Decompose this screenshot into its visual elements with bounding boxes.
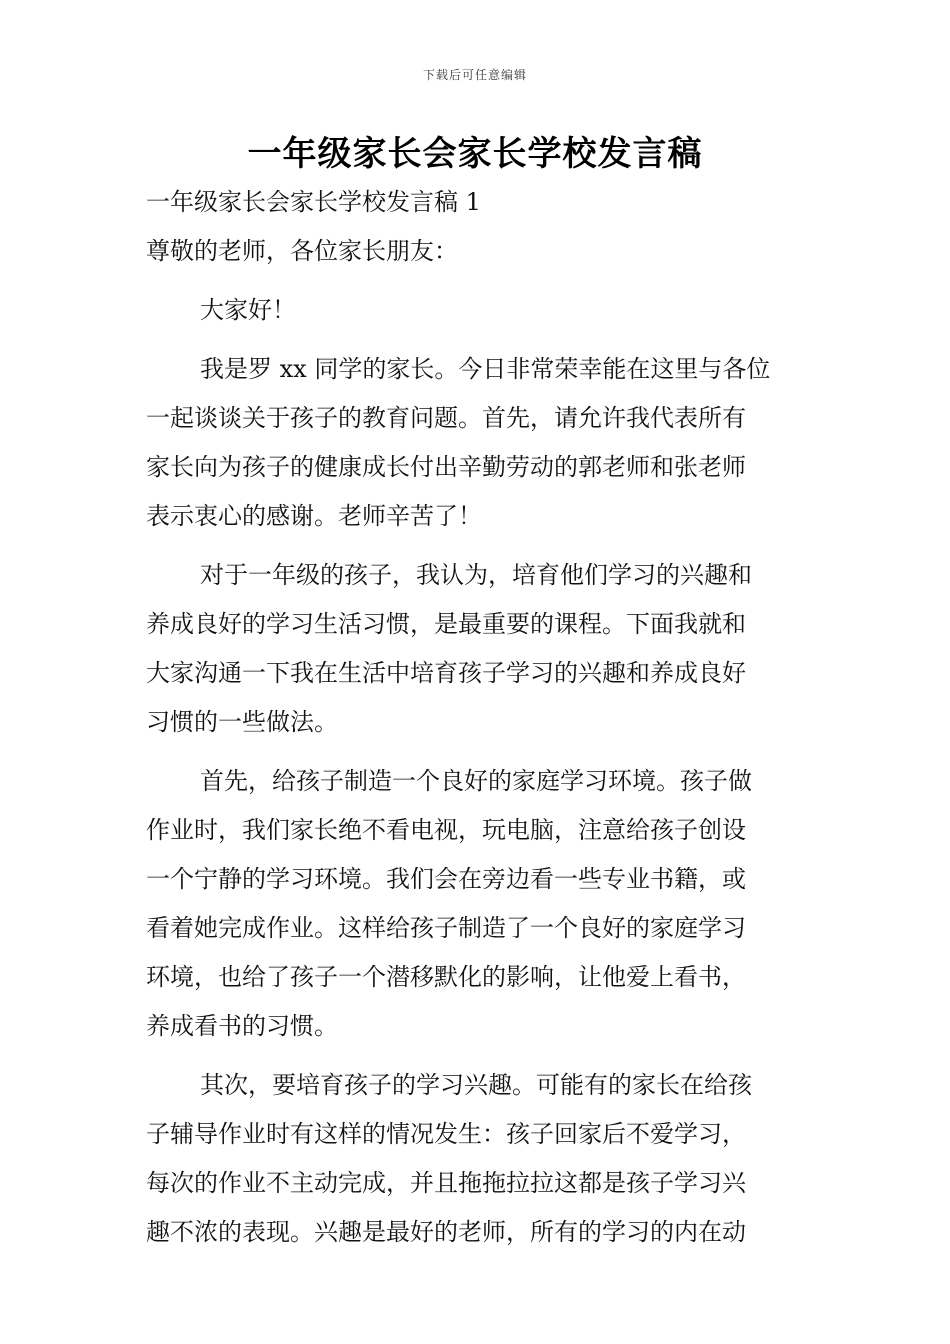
paragraph-1-line-1: 我是罗 xx 同学的家长。今日非常荣幸能在这里与各位 xyxy=(200,355,771,383)
document-title: 一年级家长会家长学校发言稿 xyxy=(247,134,703,174)
paragraph-1-line-3: 家长向为孩子的健康成长付出辛勤劳动的郭老师和张老师 xyxy=(146,453,746,481)
greeting-line: 大家好！ xyxy=(200,296,296,324)
salutation-line: 尊敬的老师，各位家长朋友： xyxy=(146,237,458,265)
paragraph-3-line-2: 作业时，我们家长绝不看电视，玩电脑，注意给孩子创设 xyxy=(146,816,746,844)
paragraph-3-line-5: 环境，也给了孩子一个潜移默化的影响，让他爱上看书， xyxy=(146,963,746,991)
paragraph-4-line-2: 子辅导作业时有这样的情况发生：孩子回家后不爱学习， xyxy=(146,1120,746,1148)
paragraph-4-line-4: 趣不浓的表现。兴趣是最好的老师，所有的学习的内在动 xyxy=(146,1218,746,1246)
paragraph-1-line-4: 表示衷心的感谢。老师辛苦了！ xyxy=(146,502,482,530)
document-body xyxy=(146,178,810,1257)
paragraph-3-line-3: 一个宁静的学习环境。我们会在旁边看一些专业书籍，或 xyxy=(146,865,746,893)
subtitle-line: 一年级家长会家长学校发言稿 1 xyxy=(146,188,481,216)
paragraph-2-line-1: 对于一年级的孩子，我认为，培育他们学习的兴趣和 xyxy=(200,561,752,589)
header-note: 下载后可任意编辑 xyxy=(422,68,527,82)
paragraph-3-line-6: 养成看书的习惯。 xyxy=(146,1012,338,1040)
paragraph-3-line-1: 首先，给孩子制造一个良好的家庭学习环境。孩子做 xyxy=(200,767,752,795)
paragraph-2-line-2: 养成良好的学习生活习惯，是最重要的课程。下面我就和 xyxy=(146,610,746,638)
paragraph-4-line-3: 每次的作业不主动完成，并且拖拖拉拉这都是孩子学习兴 xyxy=(146,1169,746,1197)
paragraph-1-line-2: 一起谈谈关于孩子的教育问题。首先，请允许我代表所有 xyxy=(146,404,746,432)
paragraph-2-line-4: 习惯的一些做法。 xyxy=(146,708,338,736)
paragraph-4-line-1: 其次，要培育孩子的学习兴趣。可能有的家长在给孩 xyxy=(200,1071,752,1099)
paragraph-2-line-3: 大家沟通一下我在生活中培育孩子学习的兴趣和养成良好 xyxy=(146,659,746,687)
paragraph-3-line-4: 看着她完成作业。这样给孩子制造了一个良好的家庭学习 xyxy=(146,914,746,942)
